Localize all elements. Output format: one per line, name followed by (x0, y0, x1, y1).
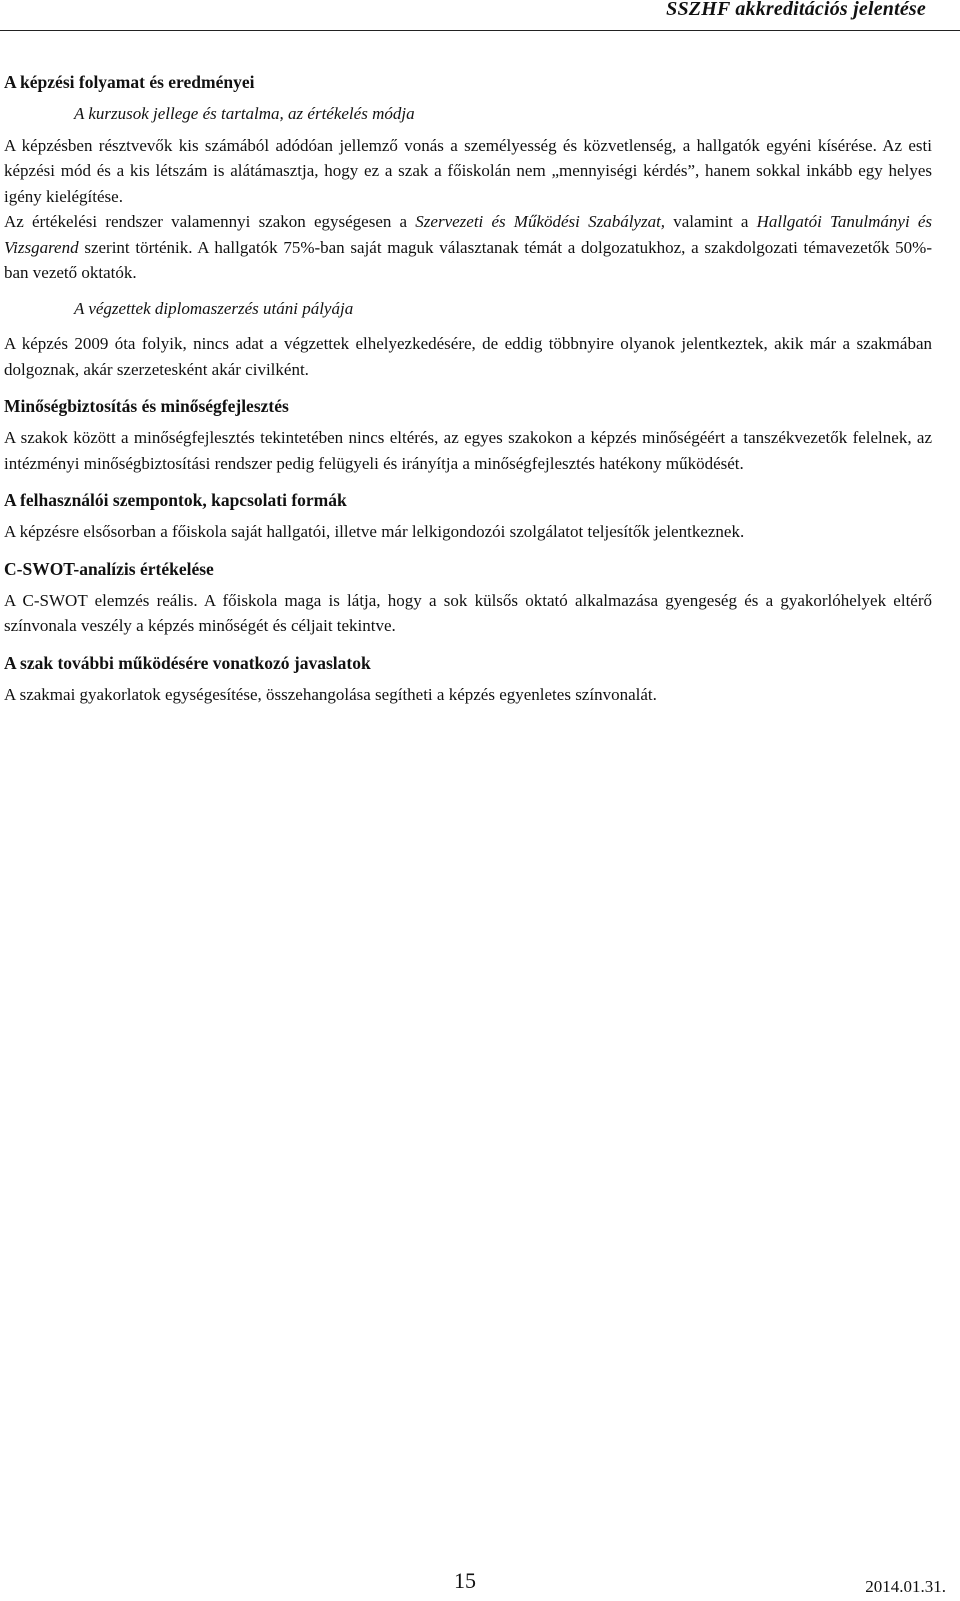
header-title: SSZHF akkreditációs jelentése (666, 0, 926, 20)
subheading-vegzettek: A végzettek diplomaszerzés utáni pályája (74, 298, 354, 318)
page-header (0, 0, 960, 42)
paragraph-kepzes-2009: A képzés 2009 óta folyik, nincs adat a végzettek elhelyezkedésére, de eddig többnyire olyanok jelentkeztek, akik már a szakmában dolgoznak, akár szerzetesként akár civilként. (4, 334, 932, 379)
section-heading-javaslatok: A szak további működésére vonatkozó javaslatok (4, 652, 371, 673)
paragraph-text: Az értékelési rendszer valamennyi szakon egységesen a (4, 212, 416, 231)
subheading-kurzusok: A kurzusok jellege és tartalma, az értékelés módja (74, 104, 415, 123)
footer-date: 2014.01.31. (865, 1577, 946, 1596)
paragraph-kepzesben: A képzésben résztvevők kis számából adódóan jellemző vonás a személyesség és közvetlenség, a hallgatók egyéni kísérése. Az esti képzési mód és a kis létszám is alátámasztja, hogy ez a szak a főiskolán nem „mennyiségi kérdés”, hanem sokkal inkább egy helyes igény kielégítése. (4, 135, 932, 206)
section-heading-cswot: C-SWOT-analízis értékelése (4, 558, 214, 579)
document-title-htvr: Hallgatói Tanulmányi és Vizsgarend (4, 212, 933, 257)
section-heading-minosegbiztositas: Minőségbiztosítás és minőségfejlesztés (4, 396, 289, 416)
paragraph-felhasznaloi: A képzésre elsősorban a főiskola saját hallgatói, illetve már lelkigondozói szolgálatot teljesítők jelentkeznek. (4, 522, 745, 541)
paragraph-ertekelesi (4, 209, 932, 286)
header-rule (0, 30, 960, 31)
section-heading-kepzesi-folyamat: A képzési folyamat és eredményei (4, 72, 255, 92)
document-body (4, 70, 932, 707)
paragraph-javaslatok: A szakmai gyakorlatok egységesítése, összehangolása segítheti a képzés egyenletes színvonalát. (4, 684, 657, 704)
page-number: 15 (454, 1568, 476, 1593)
paragraph-minosegbiztositas: A szakok között a minőségfejlesztés tekintetében nincs eltérés, az egyes szakokon a képzés minőségéért a tanszékvezetők felelnek, az intézményi minőségbiztosítási rendszer pedig felügyeli és irányítja a minőségfejlesztés hatékony működését. (4, 428, 932, 473)
section-heading-felhasznaloi: A felhasználói szempontok, kapcsolati formák (4, 490, 347, 510)
paragraph-cswot: A C-SWOT elemzés reális. A főiskola maga is látja, hogy a sok külsős oktató alkalmazása gyengeség és a gyakorlóhelyek eltérő színvonala veszély a képzés minőségét és céljait tekintve. (4, 590, 932, 635)
paragraph-text: szerint történik. A hallgatók 75%-ban saját maguk választanak témát a dolgozatukhoz, a szakdolgozati témavezetők 50%-ban vezető oktatók. (4, 237, 932, 282)
document-title-szmsz: Szervezeti és Működési Szabályzat, (415, 212, 666, 231)
paragraph-text: valamint a (665, 212, 757, 231)
